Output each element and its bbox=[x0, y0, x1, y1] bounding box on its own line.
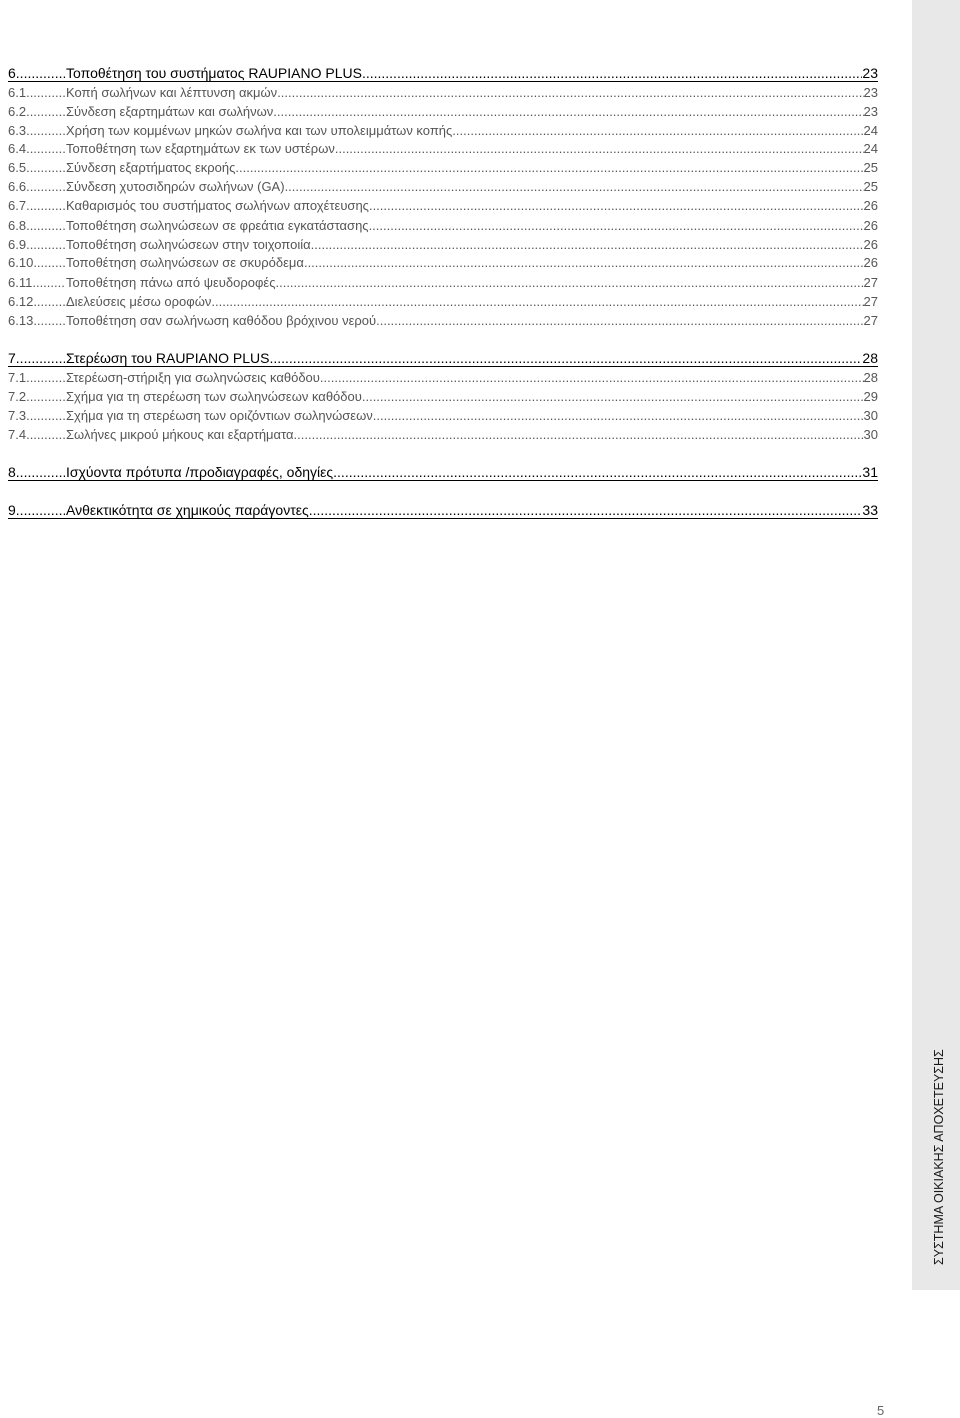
toc-number: 6 bbox=[8, 66, 16, 81]
toc-title: Σωλήνες μικρού μήκους και εξαρτήματα bbox=[66, 427, 294, 442]
toc-page: 26 bbox=[863, 198, 878, 213]
toc-page: 31 bbox=[862, 464, 878, 480]
leader-dots bbox=[26, 237, 65, 252]
leader-dots bbox=[26, 389, 65, 404]
toc-section-entry bbox=[8, 140, 878, 156]
section-sidebar-tab bbox=[912, 0, 960, 1290]
page-number: 5 bbox=[877, 1403, 885, 1418]
toc-title: Σύνδεση χυτοσιδηρών σωλήνων (GA) bbox=[66, 179, 285, 194]
toc-section-entry bbox=[8, 426, 878, 442]
toc-chapter-entry bbox=[8, 464, 878, 481]
leader-dots bbox=[26, 179, 65, 194]
toc-number: 6.12 bbox=[8, 294, 34, 309]
leader-dots bbox=[311, 237, 864, 252]
toc-number-cell bbox=[8, 123, 65, 138]
toc-title: Τοποθέτηση σωληνώσεων σε σκυρόδεμα bbox=[66, 255, 304, 270]
leader-dots bbox=[30, 85, 65, 100]
toc-number: 8 bbox=[8, 465, 16, 480]
toc-number-cell bbox=[8, 408, 65, 423]
leader-dots bbox=[211, 294, 863, 309]
toc-title: Τοποθέτηση σαν σωλήνωση καθόδου βρόχινου νερού bbox=[66, 313, 377, 328]
leader-dots bbox=[26, 123, 65, 138]
toc-number: 7.1 bbox=[8, 370, 27, 385]
leader-dots bbox=[304, 255, 864, 270]
toc-number-cell bbox=[8, 427, 65, 442]
leader-dots bbox=[277, 85, 863, 100]
leader-dots bbox=[32, 275, 65, 290]
toc-number-cell bbox=[8, 275, 65, 290]
toc-page: 25 bbox=[863, 179, 878, 194]
toc-page: 23 bbox=[862, 65, 878, 81]
leader-dots bbox=[335, 141, 864, 156]
toc-section-entry bbox=[8, 217, 878, 233]
toc-number-cell bbox=[8, 351, 65, 366]
toc-page: 26 bbox=[863, 255, 878, 270]
leader-dots bbox=[333, 465, 862, 480]
toc-page: 28 bbox=[862, 350, 878, 366]
toc-number: 6.6 bbox=[8, 179, 27, 194]
toc-page: 30 bbox=[863, 427, 878, 442]
toc-number-cell bbox=[8, 141, 65, 156]
leader-dots bbox=[33, 313, 65, 328]
toc-page: 28 bbox=[863, 370, 878, 385]
toc-number: 6.7 bbox=[8, 198, 27, 213]
toc-section-entry bbox=[8, 369, 878, 385]
toc-title: Στερέωση του RAUPIANO PLUS bbox=[66, 350, 270, 366]
leader-dots bbox=[269, 351, 862, 366]
leader-dots bbox=[369, 218, 864, 233]
toc-number: 9 bbox=[8, 503, 16, 518]
toc-section-entry bbox=[8, 197, 878, 213]
toc-section-entry bbox=[8, 388, 878, 404]
toc-title: Καθαρισμός του συστήματος σωλήνων αποχέτευσης bbox=[66, 198, 369, 213]
toc-page: 29 bbox=[863, 389, 878, 404]
toc-section-entry bbox=[8, 236, 878, 252]
toc-number: 7.3 bbox=[8, 408, 27, 423]
toc-number: 6.1. bbox=[8, 85, 30, 100]
leader-dots bbox=[452, 123, 863, 138]
toc-title: Χρήση των κομμένων μηκών σωλήνα και των υπολειμμάτων κοπής bbox=[66, 123, 453, 138]
toc-title: Στερέωση-στήριξη για σωληνώσεις καθόδου bbox=[66, 370, 320, 385]
toc-title: Κοπή σωλήνων και λέπτυνση ακμών bbox=[66, 85, 278, 100]
leader-dots bbox=[362, 66, 862, 81]
toc-page: 25 bbox=[863, 160, 878, 175]
toc-page: 30 bbox=[863, 408, 878, 423]
leader-dots bbox=[362, 389, 864, 404]
toc-section-entry bbox=[8, 84, 878, 100]
toc-page: 24 bbox=[863, 123, 878, 138]
toc-number: 6.5 bbox=[8, 160, 27, 175]
toc-title: Σχήμα για τη στερέωση των οριζόντιων σωληνώσεων bbox=[66, 408, 373, 423]
toc-number: 7.2 bbox=[8, 389, 27, 404]
toc-page: 23 bbox=[863, 85, 878, 100]
toc-title: Τοποθέτηση πάνω από ψευδοροφές bbox=[66, 275, 276, 290]
toc-number: 6.11 bbox=[8, 275, 33, 290]
leader-dots bbox=[33, 255, 65, 270]
toc-page: 26 bbox=[863, 237, 878, 252]
leader-dots bbox=[26, 408, 65, 423]
toc-page: 27 bbox=[863, 275, 878, 290]
toc-number: 6.9 bbox=[8, 237, 27, 252]
toc-number-cell bbox=[8, 294, 65, 309]
toc-number-cell bbox=[8, 389, 65, 404]
toc-number: 7.4 bbox=[8, 427, 27, 442]
leader-dots bbox=[369, 198, 864, 213]
leader-dots bbox=[320, 370, 864, 385]
toc-number-cell bbox=[8, 370, 65, 385]
toc-page: 27 bbox=[863, 294, 878, 309]
toc-number: 7 bbox=[8, 351, 16, 366]
toc-title: Ισχύοντα πρότυπα /προδιαγραφές, οδηγίες bbox=[66, 464, 334, 480]
toc-title: Τοποθέτηση του συστήματος RAUPIANO PLUS bbox=[66, 65, 362, 81]
toc-title: Ανθεκτικότητα σε χημικούς παράγοντες bbox=[66, 502, 309, 518]
toc-number-cell bbox=[8, 218, 65, 233]
toc-number: 6.3 bbox=[8, 123, 27, 138]
toc-page: 27 bbox=[863, 313, 878, 328]
leader-dots bbox=[309, 503, 863, 518]
toc-section-entry bbox=[8, 159, 878, 175]
leader-dots bbox=[16, 465, 65, 480]
sidebar-section-label: ΣΥΣΤΗΜΑ ΟΙΚΙΑΚΗΣ ΑΠΟΧΕΤΕΥΣΗΣ bbox=[932, 1049, 946, 1265]
toc-section-entry bbox=[8, 122, 878, 138]
leader-dots bbox=[16, 503, 65, 518]
toc-number: 6.10 bbox=[8, 255, 34, 270]
toc-chapter-entry bbox=[8, 65, 878, 82]
leader-dots bbox=[26, 104, 65, 119]
leader-dots bbox=[285, 179, 864, 194]
toc-number-cell bbox=[8, 198, 65, 213]
leader-dots bbox=[376, 313, 863, 328]
toc-number-cell bbox=[8, 160, 65, 175]
toc-section-entry bbox=[8, 178, 878, 194]
leader-dots bbox=[26, 218, 65, 233]
toc-chapter-entry bbox=[8, 502, 878, 519]
toc-chapter-entry bbox=[8, 350, 878, 367]
toc-number: 6.4 bbox=[8, 141, 27, 156]
toc-page: 24 bbox=[863, 141, 878, 156]
leader-dots bbox=[26, 427, 65, 442]
toc-title: Σύνδεση εξαρτήματος εκροής bbox=[66, 160, 236, 175]
leader-dots bbox=[235, 160, 863, 175]
toc-number-cell bbox=[8, 104, 65, 119]
toc-title: Τοποθέτηση σωληνώσεων στην τοιχοποιία bbox=[66, 237, 311, 252]
toc-section-entry bbox=[8, 312, 878, 328]
leader-dots bbox=[33, 294, 65, 309]
leader-dots bbox=[273, 104, 863, 119]
toc-title: Σύνδεση εξαρτημάτων και σωλήνων bbox=[66, 104, 274, 119]
toc-number-cell bbox=[8, 255, 65, 270]
leader-dots bbox=[26, 160, 65, 175]
toc-number: 6.8 bbox=[8, 218, 27, 233]
toc-number-cell bbox=[8, 503, 65, 518]
toc-page: 33 bbox=[862, 502, 878, 518]
toc-title: Τοποθέτηση σωληνώσεων σε φρεάτια εγκατάστασης bbox=[66, 218, 369, 233]
toc-number-cell bbox=[8, 179, 65, 194]
toc-number: 6.13 bbox=[8, 313, 34, 328]
toc-title: Διελεύσεις μέσω οροφών bbox=[66, 294, 212, 309]
toc-number-cell bbox=[8, 85, 65, 100]
leader-dots bbox=[275, 275, 863, 290]
toc-number-cell bbox=[8, 465, 65, 480]
leader-dots bbox=[16, 351, 65, 366]
leader-dots bbox=[26, 198, 65, 213]
toc-page: 23 bbox=[863, 104, 878, 119]
leader-dots bbox=[16, 66, 65, 81]
toc-number-cell bbox=[8, 237, 65, 252]
toc-section-entry bbox=[8, 274, 878, 290]
leader-dots bbox=[26, 370, 65, 385]
toc-number-cell bbox=[8, 66, 65, 81]
toc-section-entry bbox=[8, 407, 878, 423]
leader-dots bbox=[294, 427, 864, 442]
toc-title: Σχήμα για τη στερέωση των σωληνώσεων καθόδου bbox=[66, 389, 362, 404]
toc-number-cell bbox=[8, 313, 65, 328]
leader-dots bbox=[373, 408, 864, 423]
toc-title: Τοποθέτηση των εξαρτημάτων εκ των υστέρων bbox=[66, 141, 335, 156]
toc-section-entry bbox=[8, 254, 878, 270]
toc-page: 26 bbox=[863, 218, 878, 233]
toc-section-entry bbox=[8, 103, 878, 119]
leader-dots bbox=[26, 141, 65, 156]
toc-section-entry bbox=[8, 293, 878, 309]
toc-number: 6.2 bbox=[8, 104, 27, 119]
